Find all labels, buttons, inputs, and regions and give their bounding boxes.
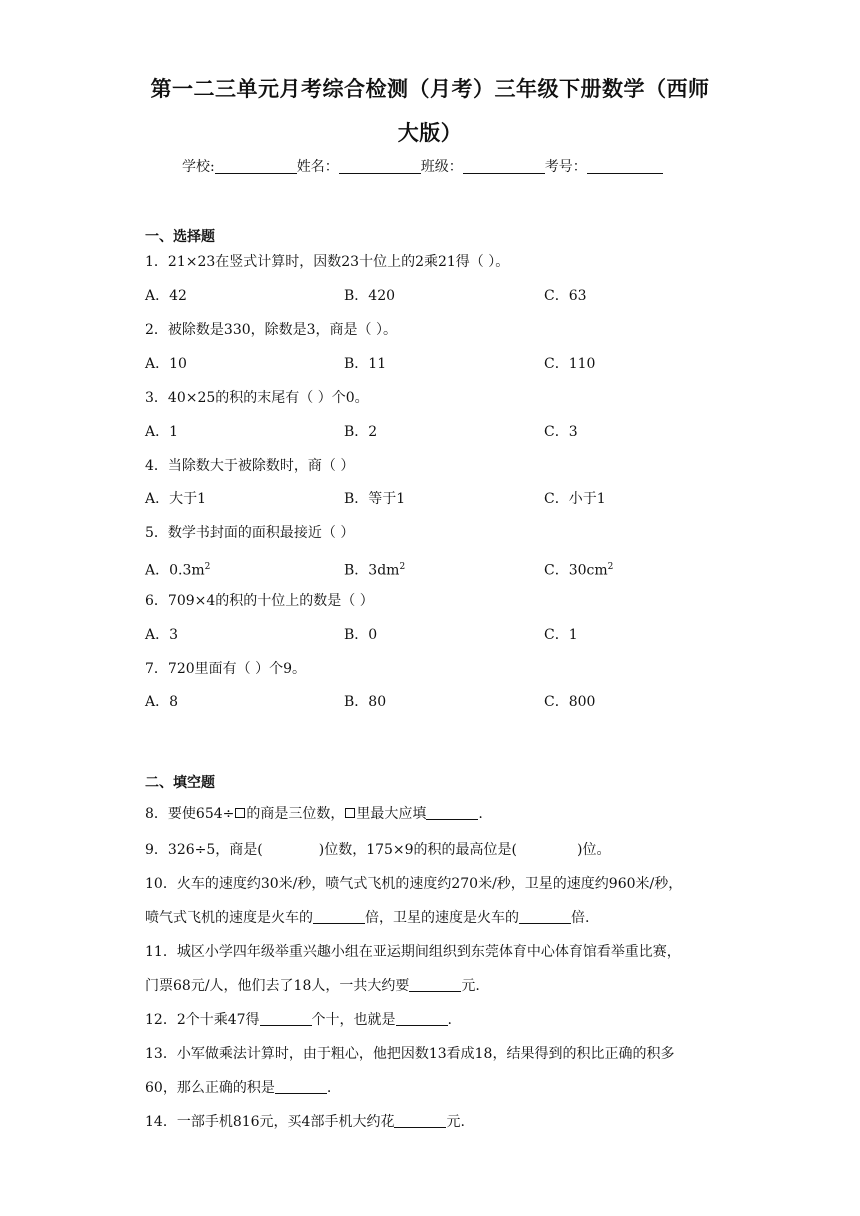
- q6-option-c[interactable]: C．1: [544, 627, 578, 643]
- question-13-line1: 13．小军做乘法计算时，由于粗心，他把因数13看成18，结果得到的积比正确的积多: [145, 1046, 675, 1062]
- q10-answer-blank-2[interactable]: [519, 910, 571, 924]
- q1-option-b[interactable]: B．420: [344, 288, 396, 304]
- question-1: 1．21×23在竖式计算时，因数23十位上的2乘21得（ ）。: [145, 254, 510, 270]
- q12-text-c: .: [447, 1012, 452, 1028]
- exam-no-blank[interactable]: [587, 159, 663, 174]
- question-6: 6．709×4的积的十位上的数是（ ）: [145, 593, 374, 609]
- q12-answer-blank-1[interactable]: [260, 1012, 312, 1026]
- q13-text-a: 60，那么正确的积是: [145, 1080, 275, 1096]
- q14-text-b: 元.: [446, 1114, 465, 1130]
- q7-option-c[interactable]: C．800: [544, 694, 596, 710]
- q4-option-c[interactable]: C．小于1: [544, 491, 606, 507]
- q14-answer-blank[interactable]: [394, 1114, 446, 1128]
- question-14: [145, 1112, 465, 1132]
- q8-answer-blank[interactable]: [426, 806, 478, 820]
- page-title-line2: 大版）: [397, 121, 463, 145]
- q8-text-end: .: [478, 806, 483, 822]
- question-5: 5．数学书封面的面积最接近（ ）: [145, 525, 355, 541]
- q2-option-a[interactable]: A．10: [145, 356, 187, 372]
- q11-answer-blank[interactable]: [409, 978, 461, 992]
- name-label: 姓名：: [296, 159, 339, 175]
- school-label: 学校:: [182, 159, 215, 175]
- name-blank[interactable]: [339, 159, 421, 174]
- q10-text-c: 倍.: [571, 910, 590, 926]
- superscript-2: 2: [607, 562, 614, 572]
- square-box-icon: [345, 808, 355, 818]
- student-info-row: [182, 156, 663, 176]
- q9-text-a: 9．326÷5，商是(: [145, 842, 263, 858]
- q8-text-b: 的商是三位数，: [246, 806, 345, 822]
- q3-option-b[interactable]: B．2: [344, 424, 378, 440]
- q5-option-b[interactable]: [344, 557, 405, 581]
- q13-answer-blank[interactable]: [275, 1080, 327, 1094]
- question-3: 3．40×25的积的末尾有（ ）个0。: [145, 390, 369, 406]
- question-7: 7．720里面有（ ）个9。: [145, 661, 306, 677]
- q9-text-c: )位。: [577, 842, 611, 858]
- q13-text-b: .: [326, 1080, 332, 1096]
- q1-option-a[interactable]: A．42: [145, 288, 187, 304]
- question-8: [145, 804, 483, 824]
- class-label: 班级：: [420, 159, 463, 175]
- superscript-2: 2: [204, 562, 211, 572]
- question-11-line2: [145, 976, 480, 996]
- q11-text-a: 门票68元/人，他们去了18人，一共大约要: [145, 978, 410, 994]
- question-13-line2: [145, 1078, 331, 1098]
- q7-option-b[interactable]: B．80: [344, 694, 387, 710]
- question-2: 2．被除数是330，除数是3，商是（ ）。: [145, 322, 397, 338]
- question-12: [145, 1010, 452, 1030]
- q5-option-c[interactable]: [544, 557, 613, 581]
- q6-option-b[interactable]: B．0: [344, 627, 378, 643]
- q6-option-a[interactable]: A．3: [145, 627, 179, 643]
- school-blank[interactable]: [215, 159, 297, 174]
- section-heading-fill: 二、填空题: [145, 775, 215, 791]
- q5-option-c-text: C．30cm: [544, 562, 608, 579]
- q2-option-c[interactable]: C．110: [544, 356, 596, 372]
- section-heading-choice: 一、选择题: [145, 229, 215, 245]
- question-10-line1: 10．火车的速度约30米/秒，喷气式飞机的速度约270米/秒，卫星的速度约960米/秒，: [145, 876, 683, 892]
- q8-text-c: 里最大应填: [356, 806, 427, 822]
- q3-option-c[interactable]: C．3: [544, 424, 578, 440]
- page-title-line1: 第一二三单元月考综合检测（月考）三年级下册数学（西师: [150, 77, 710, 101]
- question-10-line2: [145, 908, 589, 928]
- q4-option-b[interactable]: B．等于1: [344, 491, 406, 507]
- q10-text-b: 倍，卫星的速度是火车的: [365, 910, 519, 926]
- exam-no-label: 考号：: [544, 159, 587, 175]
- question-4: 4．当除数大于被除数时，商（ ）: [145, 458, 355, 474]
- q8-text-a: 8．要使654÷: [145, 806, 235, 822]
- q5-option-a[interactable]: [145, 557, 210, 581]
- q10-text-a: 喷气式飞机的速度是火车的: [145, 910, 313, 926]
- class-blank[interactable]: [463, 159, 545, 174]
- q12-answer-blank-2[interactable]: [396, 1012, 448, 1026]
- q1-option-c[interactable]: C．63: [544, 288, 587, 304]
- q3-option-a[interactable]: A．1: [145, 424, 179, 440]
- q10-answer-blank-1[interactable]: [313, 910, 365, 924]
- q7-option-a[interactable]: A．8: [145, 694, 179, 710]
- q5-option-a-text: A．0.3m: [145, 562, 205, 579]
- q5-option-b-text: B．3dm: [344, 562, 400, 579]
- q2-option-b[interactable]: B．11: [344, 356, 387, 372]
- question-11-line1: 11．城区小学四年级举重兴趣小组在亚运期间组织到东莞体育中心体育馆看举重比赛，: [145, 944, 681, 960]
- question-9: [145, 840, 611, 860]
- q14-text-a: 14．一部手机816元，买4部手机大约花: [145, 1114, 395, 1130]
- q9-text-b: )位数，175×9的积的最高位是(: [318, 842, 518, 858]
- q11-text-b: 元.: [461, 978, 480, 994]
- q4-option-a[interactable]: A．大于1: [145, 491, 207, 507]
- superscript-2: 2: [399, 562, 406, 572]
- q12-text-a: 12．2个十乘47得: [145, 1012, 260, 1028]
- q12-text-b: 个十，也就是: [311, 1012, 396, 1028]
- square-box-icon: [235, 808, 245, 818]
